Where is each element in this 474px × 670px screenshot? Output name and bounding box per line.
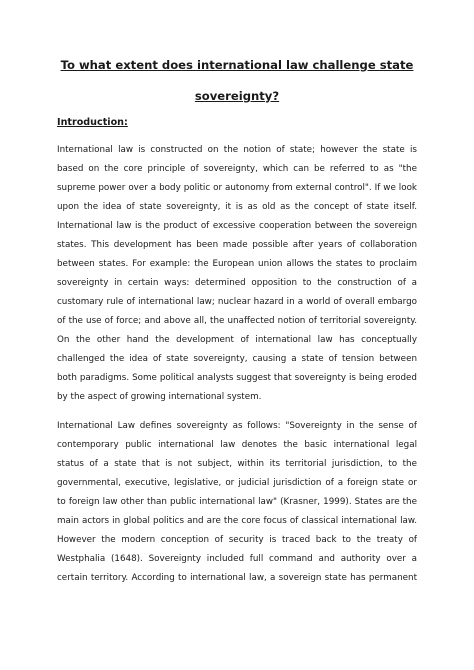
paragraph-1-line: International law is constructed on the notion of state; however the state is (57, 145, 417, 155)
paragraph-2-line: However the modern conception of security is traced back to the treaty of (57, 535, 417, 545)
paragraph-1-line: customary rule of international law; nuclear hazard in a world of overall embargo (57, 297, 417, 307)
paragraph-1-line: of the use of force; and above all, the unaffected notion of territorial sovereignty. (57, 316, 417, 326)
paragraph-1-line: International law is the product of excessive cooperation between the sovereign (57, 221, 417, 231)
paragraph-1-line: sovereignty in certain ways: determined opposition to the construction of a (57, 278, 417, 288)
introduction-heading: Introduction: (57, 117, 128, 128)
paragraph-2-line: main actors in global politics and are the core focus of classical international law. (57, 516, 417, 526)
paragraph-1-line: supreme power over a body politic or autonomy from external control". If we look (57, 183, 417, 193)
paragraph-1-line: upon the idea of state sovereignty, it is as old as the concept of state itself. (57, 202, 417, 212)
paragraph-1-line: both paradigms. Some political analysts suggest that sovereignty is being eroded (57, 373, 417, 383)
paragraph-2-line: to foreign law other than public international law" (Krasner, 1999). States are the (57, 497, 417, 507)
paragraph-2-line: contemporary public international law denotes the basic international legal (57, 440, 417, 450)
paragraph-1-line: based on the core principle of sovereignty, which can be referred to as "the (57, 164, 417, 174)
document-title-line-2: sovereignty? (194, 89, 280, 103)
document-title-line-1: To what extent does international law challenge state (60, 58, 414, 72)
paragraph-1-line: On the other hand the development of international law has conceptually (57, 335, 417, 345)
paragraph-2-line: status of a state that is not subject, within its territorial jurisdiction, to the (57, 459, 417, 469)
paragraph-1-line: states. This development has been made possible after years of collaboration (57, 240, 417, 250)
paragraph-2-line: governmental, executive, legislative, or judicial jurisdiction of a foreign state or (57, 478, 417, 488)
paragraph-1-line: by the aspect of growing international system. (57, 392, 262, 402)
paragraph-2-line: Westphalia (1648). Sovereignty included full command and authority over a (57, 554, 417, 564)
paragraph-1-line: between states. For example: the European union allows the states to proclaim (57, 259, 417, 269)
paragraph-2-line: International Law defines sovereignty as follows: "Sovereignty in the sense of (57, 421, 417, 431)
paragraph-1-line: challenged the idea of state sovereignty, causing a state of tension between (57, 354, 417, 364)
paragraph-2-line: certain territory. According to international law, a sovereign state has permanent (57, 573, 417, 583)
